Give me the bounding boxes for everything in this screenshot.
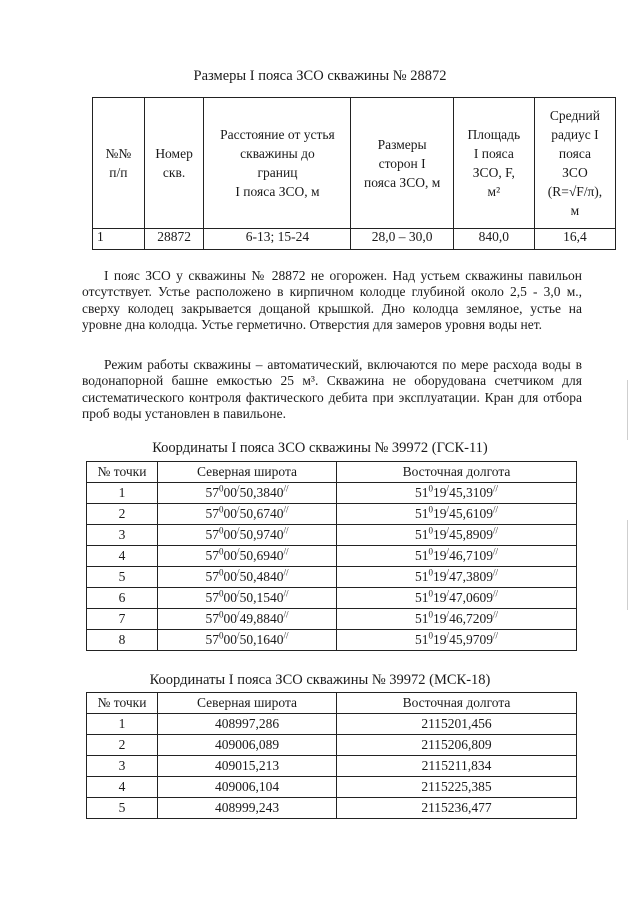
header-line: ЗСО bbox=[562, 165, 588, 180]
table1-title: Размеры I пояса ЗСО скважины № 28872 bbox=[193, 68, 447, 84]
degrees: 51 bbox=[415, 548, 429, 563]
header-num bbox=[93, 98, 145, 229]
table-header-row bbox=[87, 693, 577, 714]
header-latitude: Северная широта bbox=[158, 462, 337, 483]
header-line: пояса ЗСО, м bbox=[363, 174, 441, 190]
cell-latitude bbox=[158, 630, 337, 651]
degree-mark: 0 bbox=[428, 483, 434, 494]
degrees: 57 bbox=[205, 485, 220, 500]
degree-mark: 0 bbox=[219, 630, 224, 641]
seconds: 46,7109 bbox=[449, 548, 493, 563]
degrees: 51 bbox=[415, 569, 429, 584]
table-row bbox=[87, 483, 577, 504]
table-header-row bbox=[93, 98, 616, 229]
degrees: 57 bbox=[205, 590, 220, 605]
degree-mark: 0 bbox=[219, 609, 224, 620]
table-row bbox=[87, 567, 577, 588]
header-line: (R=√F/π), bbox=[547, 184, 603, 199]
minutes: 00 bbox=[223, 527, 238, 542]
degree-mark: 0 bbox=[219, 483, 224, 494]
header-line: ЗСО, F, bbox=[472, 165, 515, 180]
table2-title: Координаты I пояса ЗСО скважины № 39972 (ГСК-11) bbox=[152, 440, 488, 456]
seconds: 45,9709 bbox=[449, 632, 493, 647]
header-line: п/п bbox=[109, 165, 128, 180]
cell-longitude bbox=[337, 588, 577, 609]
cell-point: 5 bbox=[87, 798, 158, 819]
header-line: Площадь bbox=[467, 127, 521, 142]
minutes: 00 bbox=[223, 569, 238, 584]
header-radius bbox=[534, 98, 615, 229]
seconds: 47,0609 bbox=[449, 590, 493, 605]
minutes: 00 bbox=[223, 590, 238, 605]
cell-longitude: 2115236,477 bbox=[337, 798, 577, 819]
coordinates-table-msk18 bbox=[86, 692, 577, 819]
minute-mark: / bbox=[446, 588, 450, 599]
cell-area: 840,0 bbox=[453, 229, 534, 250]
degrees: 57 bbox=[205, 611, 220, 626]
cell-point: 3 bbox=[87, 756, 158, 777]
header-line: пояса bbox=[558, 146, 591, 161]
second-mark: // bbox=[283, 588, 289, 599]
degree-mark: 0 bbox=[219, 588, 224, 599]
degrees: 51 bbox=[415, 527, 429, 542]
second-mark: // bbox=[283, 567, 289, 578]
cell-point: 4 bbox=[87, 777, 158, 798]
scan-edge-mark bbox=[627, 520, 628, 610]
cell-latitude bbox=[158, 483, 337, 504]
cell-num: 1 bbox=[93, 229, 145, 250]
second-mark: // bbox=[492, 567, 498, 578]
cell-point: 1 bbox=[87, 714, 158, 735]
header-longitude: Восточная долгота bbox=[337, 462, 577, 483]
cell-point: 1 bbox=[87, 483, 158, 504]
minutes: 19 bbox=[433, 506, 447, 521]
table-row bbox=[87, 630, 577, 651]
degrees: 51 bbox=[415, 632, 429, 647]
header-latitude: Северная широта bbox=[158, 693, 337, 714]
cell-longitude: 2115225,385 bbox=[337, 777, 577, 798]
cell-longitude: 2115201,456 bbox=[337, 714, 577, 735]
header-well bbox=[144, 98, 204, 229]
header-area bbox=[453, 98, 534, 229]
degree-mark: 0 bbox=[428, 630, 434, 641]
cell-latitude bbox=[158, 546, 337, 567]
table-row bbox=[87, 714, 577, 735]
cell-latitude bbox=[158, 504, 337, 525]
minutes: 00 bbox=[223, 632, 238, 647]
seconds: 45,6109 bbox=[449, 506, 493, 521]
minutes: 00 bbox=[223, 506, 238, 521]
cell-longitude bbox=[337, 630, 577, 651]
second-mark: // bbox=[283, 609, 289, 620]
seconds: 45,8909 bbox=[449, 527, 493, 542]
second-mark: // bbox=[283, 525, 289, 536]
cell-latitude bbox=[158, 609, 337, 630]
minutes: 19 bbox=[433, 485, 447, 500]
degrees: 57 bbox=[205, 632, 220, 647]
minute-mark: / bbox=[237, 525, 240, 536]
seconds: 50,1640 bbox=[239, 632, 284, 647]
minutes: 00 bbox=[223, 548, 238, 563]
minute-mark: / bbox=[446, 546, 450, 557]
header-point: № точки bbox=[87, 693, 158, 714]
table-row bbox=[87, 735, 577, 756]
minutes: 19 bbox=[433, 569, 447, 584]
table-row bbox=[87, 798, 577, 819]
seconds: 45,3109 bbox=[449, 485, 493, 500]
degree-mark: 0 bbox=[219, 504, 224, 515]
degree-mark: 0 bbox=[428, 609, 434, 620]
cell-distance: 6-13; 15-24 bbox=[204, 229, 351, 250]
seconds: 50,3840 bbox=[239, 485, 284, 500]
minutes: 19 bbox=[433, 527, 447, 542]
degree-mark: 0 bbox=[428, 504, 434, 515]
header-line: радиус I bbox=[551, 127, 599, 142]
minutes: 00 bbox=[223, 485, 238, 500]
seconds: 50,1540 bbox=[239, 590, 284, 605]
minute-mark: / bbox=[237, 483, 240, 494]
second-mark: // bbox=[492, 609, 498, 620]
table-row bbox=[87, 756, 577, 777]
minute-mark: / bbox=[237, 546, 240, 557]
cell-point: 7 bbox=[87, 609, 158, 630]
header-line: границ bbox=[257, 165, 298, 180]
minutes: 19 bbox=[433, 611, 447, 626]
second-mark: // bbox=[283, 630, 289, 641]
seconds: 46,7209 bbox=[449, 611, 493, 626]
minute-mark: / bbox=[446, 504, 450, 515]
degrees: 51 bbox=[415, 590, 429, 605]
cell-point: 5 bbox=[87, 567, 158, 588]
minutes: 19 bbox=[433, 548, 447, 563]
header-sides bbox=[351, 98, 453, 229]
cell-longitude bbox=[337, 609, 577, 630]
second-mark: // bbox=[492, 504, 498, 515]
degree-mark: 0 bbox=[219, 525, 224, 536]
cell-latitude bbox=[158, 567, 337, 588]
minute-mark: / bbox=[237, 609, 240, 620]
second-mark: // bbox=[492, 630, 498, 641]
minute-mark: / bbox=[237, 567, 240, 578]
seconds: 50,6940 bbox=[239, 548, 284, 563]
header-line: №№ bbox=[105, 146, 132, 161]
header-line: I пояса ЗСО, м bbox=[235, 184, 320, 199]
cell-longitude bbox=[337, 567, 577, 588]
cell-longitude: 2115211,834 bbox=[337, 756, 577, 777]
header-line: м² bbox=[487, 184, 501, 199]
cell-longitude bbox=[337, 525, 577, 546]
minute-mark: / bbox=[237, 504, 240, 515]
cell-latitude bbox=[158, 588, 337, 609]
cell-point: 2 bbox=[87, 735, 158, 756]
minute-mark: / bbox=[446, 630, 450, 641]
header-line: м bbox=[570, 203, 580, 218]
cell-latitude bbox=[158, 525, 337, 546]
header-distance bbox=[204, 98, 351, 229]
scan-edge-mark bbox=[627, 380, 628, 440]
table-row bbox=[87, 546, 577, 567]
second-mark: // bbox=[283, 546, 289, 557]
header-longitude: Восточная долгота bbox=[337, 693, 577, 714]
header-line: I пояса bbox=[473, 146, 514, 161]
cell-point: 4 bbox=[87, 546, 158, 567]
second-mark: // bbox=[283, 504, 289, 515]
minute-mark: / bbox=[446, 525, 450, 536]
degree-mark: 0 bbox=[428, 546, 434, 557]
degree-mark: 0 bbox=[219, 546, 224, 557]
degrees: 57 bbox=[205, 569, 220, 584]
minutes: 00 bbox=[223, 611, 238, 626]
seconds: 50,9740 bbox=[239, 527, 284, 542]
minute-mark: / bbox=[237, 630, 240, 641]
cell-longitude bbox=[337, 546, 577, 567]
second-mark: // bbox=[283, 483, 289, 494]
degrees: 57 bbox=[205, 548, 220, 563]
header-point: № точки bbox=[87, 462, 158, 483]
header-line: Номер bbox=[155, 146, 193, 161]
header-line: сторон I bbox=[378, 155, 426, 171]
minute-mark: / bbox=[237, 588, 240, 599]
minutes: 19 bbox=[433, 590, 447, 605]
header-line: Размеры bbox=[377, 136, 427, 152]
degrees: 51 bbox=[415, 611, 429, 626]
cell-latitude: 408999,243 bbox=[158, 798, 337, 819]
degrees: 57 bbox=[205, 527, 220, 542]
cell-longitude bbox=[337, 483, 577, 504]
degree-mark: 0 bbox=[428, 588, 434, 599]
minute-mark: / bbox=[446, 567, 450, 578]
header-line: скв. bbox=[162, 165, 186, 180]
seconds: 50,6740 bbox=[239, 506, 284, 521]
table-row bbox=[87, 609, 577, 630]
cell-point: 3 bbox=[87, 525, 158, 546]
cell-longitude bbox=[337, 504, 577, 525]
second-mark: // bbox=[492, 546, 498, 557]
degree-mark: 0 bbox=[219, 567, 224, 578]
degrees: 51 bbox=[415, 506, 429, 521]
table-row bbox=[93, 229, 616, 250]
degrees: 51 bbox=[415, 485, 429, 500]
degree-mark: 0 bbox=[428, 525, 434, 536]
cell-latitude: 409015,213 bbox=[158, 756, 337, 777]
minute-mark: / bbox=[446, 609, 450, 620]
cell-point: 6 bbox=[87, 588, 158, 609]
paragraph-zone-description: I пояс ЗСО у скважины № 28872 не огорожен. Над устьем скважины павильон отсутствует. Устье расположено в кирпичном колодце глубиной около 2,5 - 3,0 м., сверху колодец закрывается дощаной крышкой. Дно колодца земляное, устье на уровне дна колодца. Устье герметично. Отверстия для замеров уровня воды нет. bbox=[82, 268, 582, 332]
cell-well: 28872 bbox=[144, 229, 204, 250]
header-line: Расстояние от устья bbox=[220, 127, 335, 142]
table-row bbox=[87, 777, 577, 798]
degree-mark: 0 bbox=[428, 567, 434, 578]
second-mark: // bbox=[492, 525, 498, 536]
seconds: 50,4840 bbox=[239, 569, 284, 584]
header-line: скважины до bbox=[240, 146, 315, 161]
table-header-row bbox=[87, 462, 577, 483]
minute-mark: / bbox=[446, 483, 450, 494]
paragraph-operation-mode: Режим работы скважины – автоматический, включаются по мере расхода воды в водонапорной башне емкостью 25 м³. Скважина не оборудована счетчиком для систематического контроля фактического дебита при эксплуатации. Кран для отбора проб воды установлен в павильоне. bbox=[82, 357, 582, 421]
seconds: 47,3809 bbox=[449, 569, 493, 584]
cell-sides: 28,0 – 30,0 bbox=[351, 229, 453, 250]
cell-longitude: 2115206,809 bbox=[337, 735, 577, 756]
cell-radius: 16,4 bbox=[534, 229, 615, 250]
table3-title: Координаты I пояса ЗСО скважины № 39972 (МСК-18) bbox=[149, 672, 491, 688]
table-row bbox=[87, 504, 577, 525]
table-row bbox=[87, 525, 577, 546]
seconds: 49,8840 bbox=[239, 611, 284, 626]
cell-point: 8 bbox=[87, 630, 158, 651]
header-line: Средний bbox=[549, 108, 600, 123]
minutes: 19 bbox=[433, 632, 447, 647]
second-mark: // bbox=[492, 483, 498, 494]
coordinates-table-gsk11 bbox=[86, 461, 577, 651]
second-mark: // bbox=[492, 588, 498, 599]
cell-latitude: 408997,286 bbox=[158, 714, 337, 735]
cell-latitude: 409006,104 bbox=[158, 777, 337, 798]
degrees: 57 bbox=[205, 506, 220, 521]
table-row bbox=[87, 588, 577, 609]
well-zone-size-table bbox=[92, 97, 616, 250]
cell-point: 2 bbox=[87, 504, 158, 525]
cell-latitude: 409006,089 bbox=[158, 735, 337, 756]
